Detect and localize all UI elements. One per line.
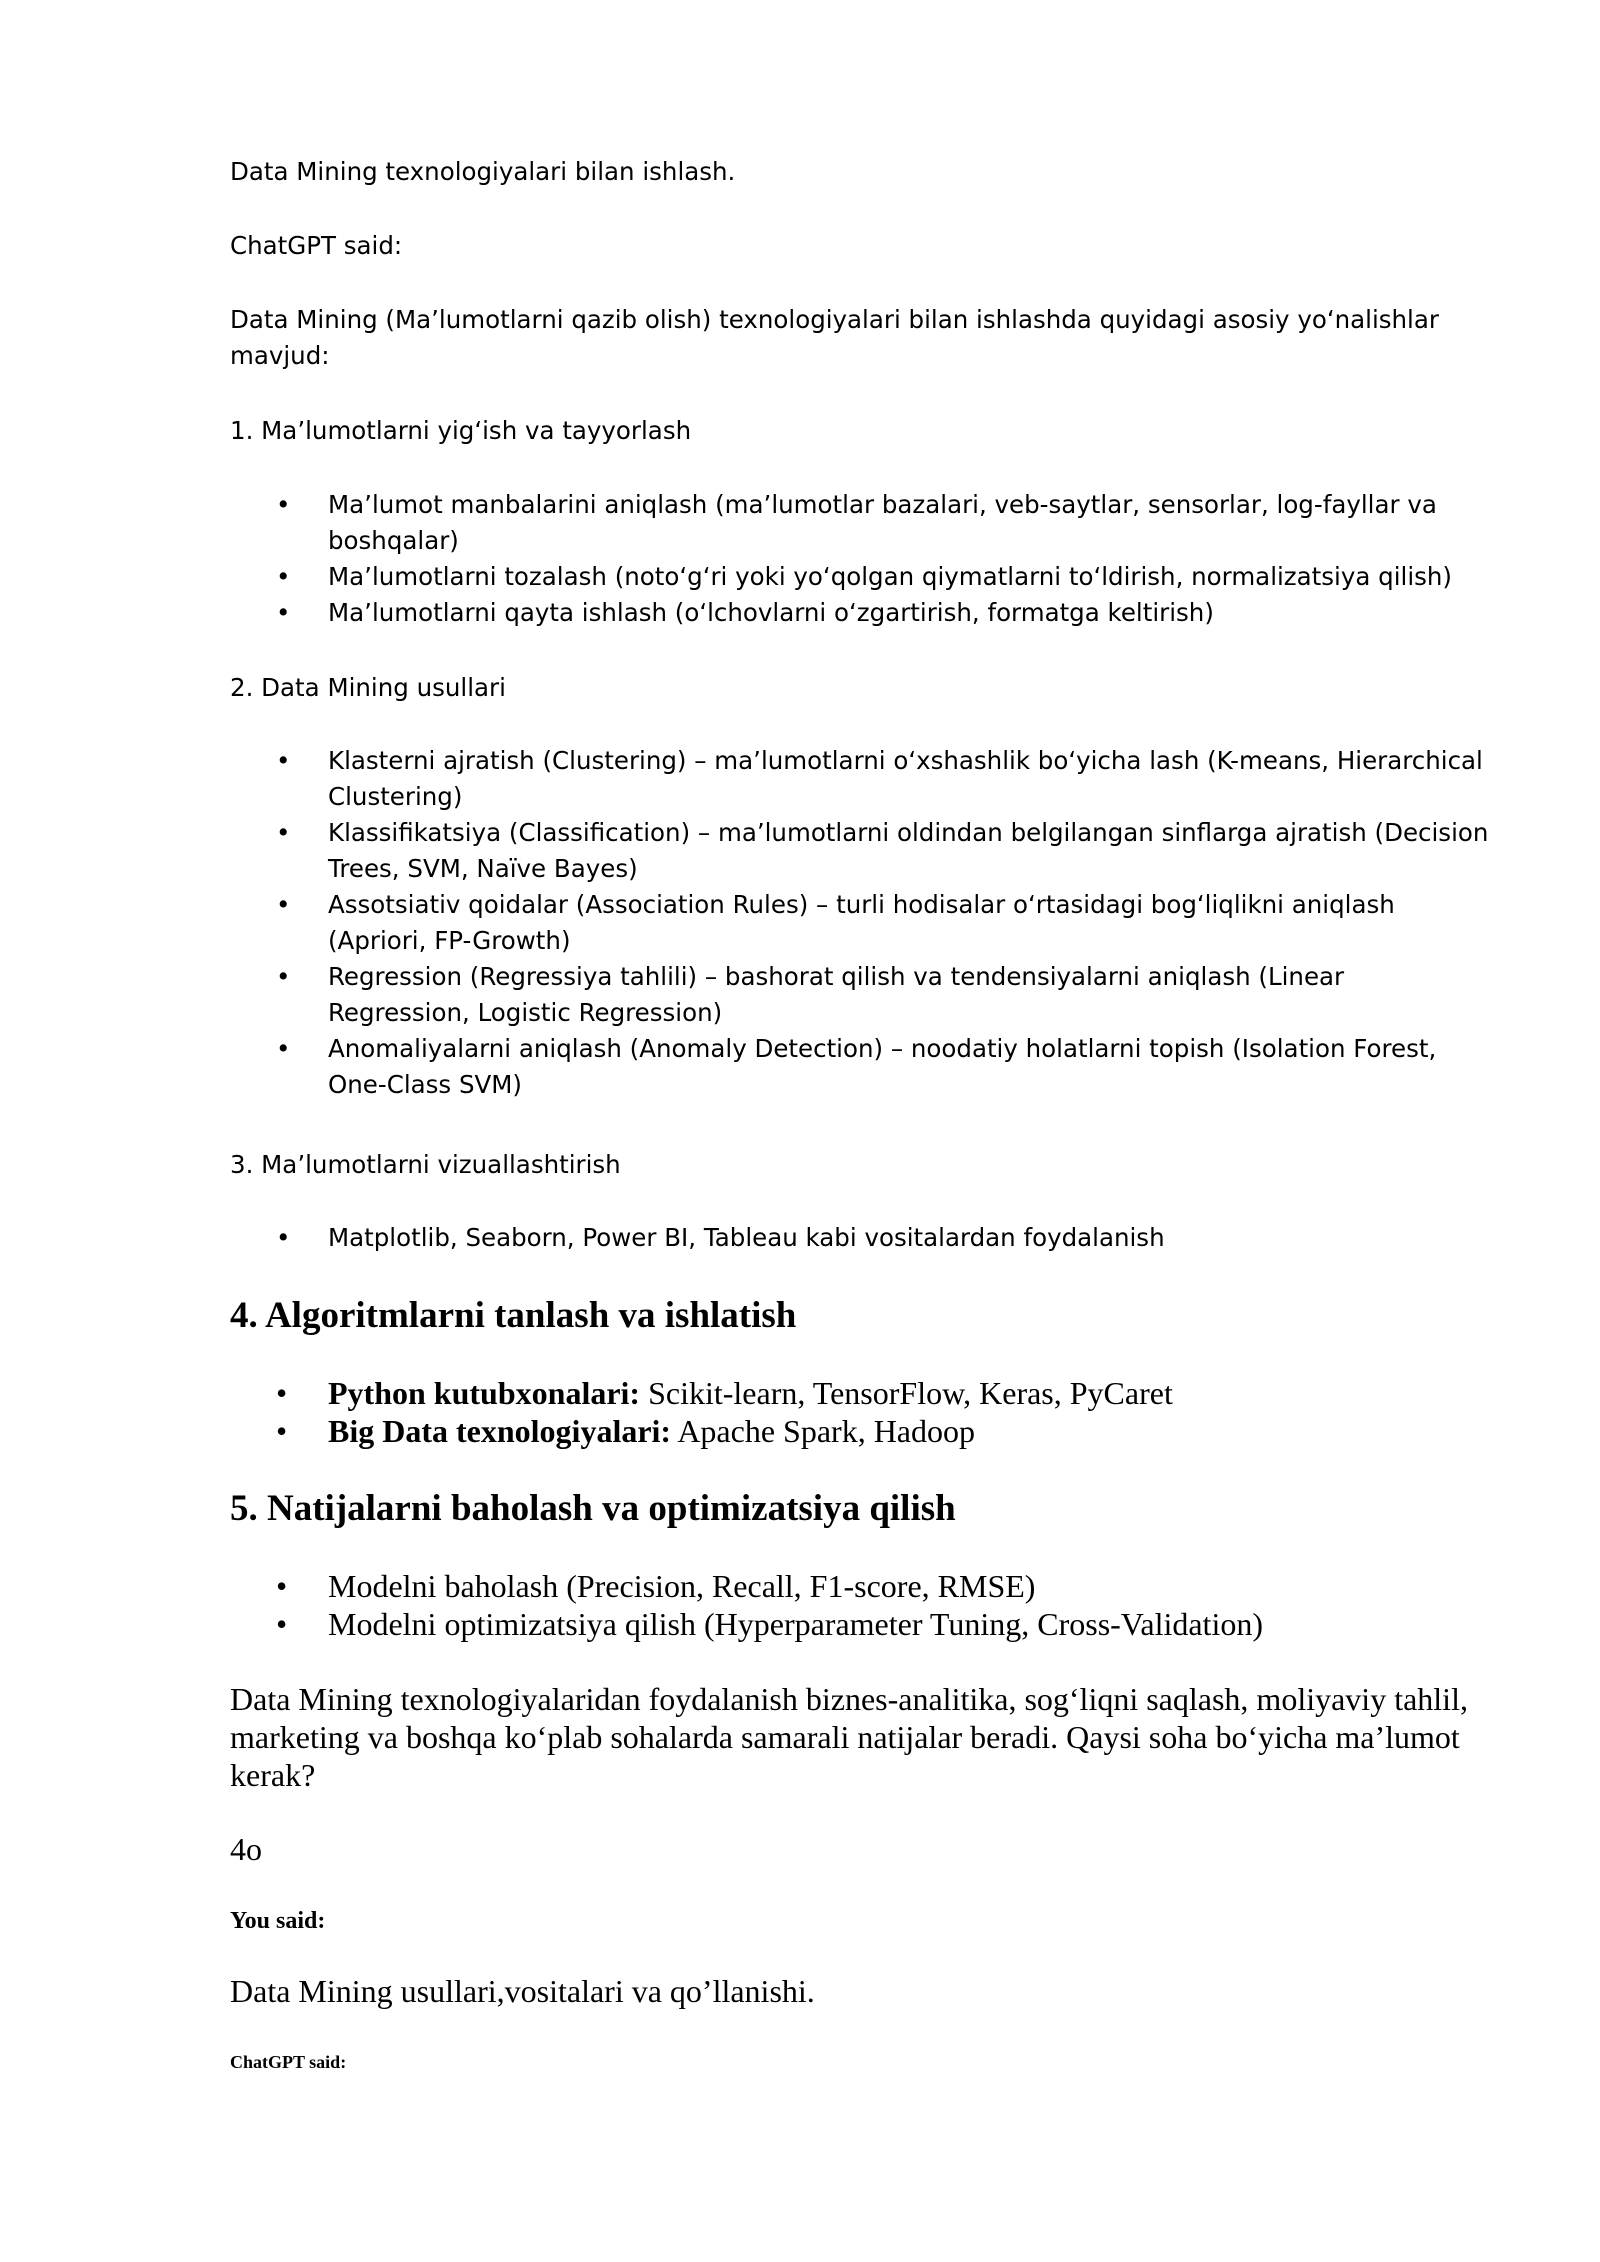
section-1-list [230,487,1490,631]
closing-paragraph: Data Mining texnologiyalaridan foydalanish biznes-analitika, sog‘liqni saqlash, moliyaviy tahlil, marketing va boshqa ko‘plab sohalarda samarali natijalar beradi. Qaysi soha bo‘yicha ma’lumot kerak? [230,1681,1468,1793]
section-2-list [230,743,1490,1103]
list-item: • Anomaliyalarni aniqlash (Anomaly Detection) – noodatiy holatlarni topish (Isolation Forest, One-Class SVM) [230,1031,1490,1103]
list-item: • Ma’lumotlarni tozalash (noto‘g‘ri yoki yo‘qolgan qiymatlarni to‘ldirish, normalizatsiya qilish) [230,559,1490,595]
section-5-list [230,1567,1490,1643]
chatgpt-said-label: ChatGPT said: [230,231,403,260]
section-3-heading: 3. Ma’lumotlarni vizuallashtirish [230,1150,621,1179]
user-message: Data Mining usullari,vositalari va qo’llanishi. [230,1973,815,2009]
section-4-list [230,1374,1490,1450]
list-item: • Matplotlib, Seaborn, Power BI, Tableau kabi vositalardan foydalanish [230,1220,1490,1256]
list-item: • Ma’lumotlarni qayta ishlash (o‘lchovlarni o‘zgartirish, formatga keltirish) [230,595,1490,631]
list-item: • Ma’lumot manbalarini aniqlash (ma’lumotlar bazalari, veb-saytlar, sensorlar, log-fayllar va boshqalar) [230,487,1490,559]
section-1-heading: 1. Ma’lumotlarni yig‘ish va tayyorlash [230,416,692,445]
section-2-heading: 2. Data Mining usullari [230,673,506,702]
list-item: • Klasterni ajratish (Clustering) – ma’lumotlarni o‘xshashlik bo‘yicha lash (K-means, Hierarchical Clustering) [230,743,1490,815]
model-tag: 4o [230,1831,262,1867]
list-item [230,1374,1490,1412]
list-item: • Klassifikatsiya (Classification) – ma’lumotlarni oldindan belgilangan sinflarga ajratish (Decision Trees, SVM, Naïve Bayes) [230,815,1490,887]
document-title-line: Data Mining texnologiyalari bilan ishlash. [230,157,736,186]
list-item: • Modelni baholash (Precision, Recall, F1-score, RMSE) [230,1567,1490,1605]
you-said-label: You said: [230,1908,326,1934]
section-5-heading: 5. Natijalarni baholash va optimizatsiya qilish [230,1488,956,1529]
list-item: • Assotsiativ qoidalar (Association Rules) – turli hodisalar o‘rtasidagi bog‘liqlikni aniqlash (Apriori, FP-Growth) [230,887,1490,959]
section-4-heading: 4. Algoritmlarni tanlash va ishlatish [230,1295,797,1336]
list-item-text: Apache Spark, Hadoop [671,1413,975,1449]
list-item-label: Python kutubxonalari: [328,1375,641,1411]
list-item: • Modelni optimizatsiya qilish (Hyperparameter Tuning, Cross-Validation) [230,1605,1490,1643]
list-item-text: Scikit-learn, TensorFlow, Keras, PyCaret [640,1375,1173,1411]
chatgpt-said-label-2: ChatGPT said: [230,2052,347,2072]
section-3-list [230,1220,1490,1256]
list-item: • Regression (Regressiya tahlili) – bashorat qilish va tendensiyalarni aniqlash (Linear Regression, Logistic Regression) [230,959,1490,1031]
list-item [230,1412,1490,1450]
intro-paragraph: Data Mining (Ma’lumotlarni qazib olish) texnologiyalari bilan ishlashda quyidagi asosiy yo‘nalishlar mavjud: [230,305,1439,370]
list-item-label: Big Data texnologiyalari: [328,1413,672,1449]
